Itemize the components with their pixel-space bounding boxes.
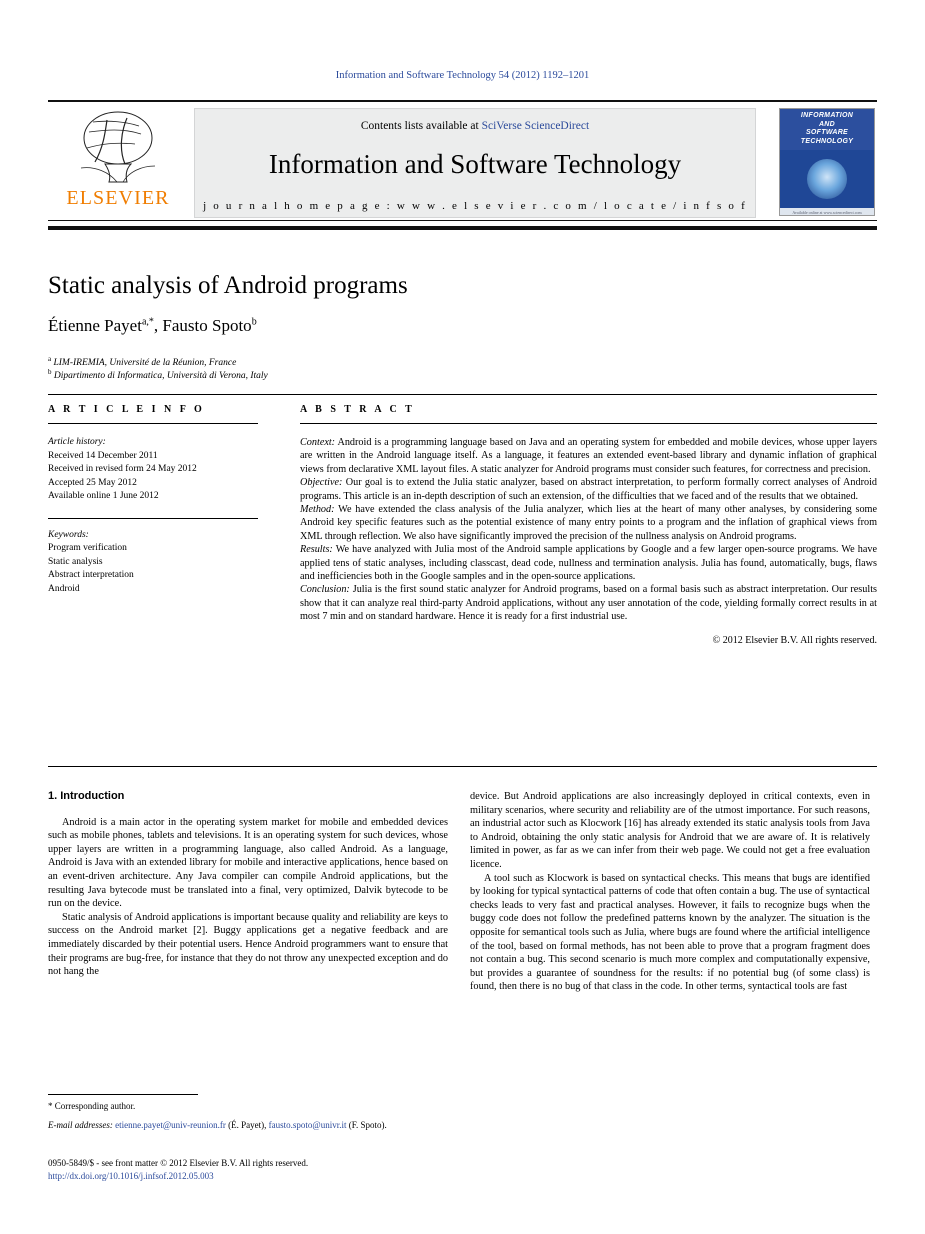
journal-reference: Information and Software Technology 54 (2012) 1192–1201 (335, 70, 590, 81)
footnote-block (48, 1100, 448, 1131)
affiliation-b-text: Dipartimento di Informatica, Università di Verona, Italy (53, 371, 268, 382)
abstract-context-text: Android is a programming language based on Java and an operating system for embedded and mobile devices, whose upper layers are written in the Android language itself. As a language, it features an extended event-based library and dynamic inflation of graphical views from declarative XML layout files. A static analyzer for Android programs must consider such features, for correctness and precision. (300, 437, 877, 475)
cover-line-1: INFORMATION (800, 112, 854, 119)
abstract-results-label: Results: (300, 544, 333, 556)
keyword-item: Android (48, 583, 80, 594)
article-info-heading: A R T I C L E I N F O (48, 404, 205, 415)
article-history-item: Received 14 December 2011 (48, 450, 158, 461)
keyword-item: Abstract interpretation (48, 570, 134, 580)
corresponding-author-text: Corresponding author. (54, 1101, 136, 1111)
contents-prefix: Contents lists available at (360, 120, 479, 132)
body-column-left (48, 790, 448, 979)
article-history-block (48, 436, 258, 504)
body-column-right (470, 790, 870, 994)
masthead-center-panel (194, 108, 756, 218)
article-info-column (48, 404, 258, 596)
author-list (48, 316, 877, 336)
email-owner-1: (É. Payet), (228, 1119, 267, 1130)
abstract-objective (300, 476, 877, 503)
author-1-name: Étienne Payet (48, 316, 142, 335)
info-section-bottom-rule (48, 766, 877, 767)
abstract-conclusion (300, 583, 877, 623)
abstract-method-text: We have extended the class analysis of the Julia analyzer, which lies at the heart of many other analyses, by considering some Android key specific features such as the potential existence of many entry points to a program and the inflation of graphical views from XML through reflection. We also have significantly improved the precision of the nullness analysis on Android programs. (300, 504, 877, 542)
body-paragraph: device. But Android applications are also increasingly deployed in critical contexts, even in military scenarios, where security and reliability are of the utmost importance. For such reasons, an industrial actor such as Klocwork [16] has already extended its static analysis tools from Java to Android, obtaining the only static analysis for Android that we are aware of. It is relatively limited in power, as far as we can infer from their web page. We could not get a free evaluation licence. (470, 791, 870, 870)
abstract-results-text: We have analyzed with Julia most of the Android sample applications by Google and a few larger open-source programs. We have applied tens of static analyses, including classcast, dead code, nullness and termination analysis. Julia has found, automatically, bugs, flaws and inefficiencies both in the Google samples and in the open-source applications. (300, 544, 877, 583)
page-title: Static analysis of Android programs (48, 272, 408, 299)
keyword-item: Static analysis (48, 556, 103, 567)
article-history-item: Available online 1 June 2012 (48, 491, 159, 501)
sciencedirect-link[interactable]: SciVerse ScienceDirect (481, 120, 590, 132)
body-paragraph: A tool such as Klocwork is based on syntactical checks. This means that bugs are identified by looking for typical syntactical patterns of code that often contain a bug. The use of syntactical checks leads to very fast and practical analyses. However, it fails to recognize bugs when the buggy code does not follow the predefined patterns known by the analyzer. The situation is the opposite for semantical tools such as Julia, where bugs are found where the artificial intelligence of the tool, based on formal methods, has not been able to prove that a program fragment does not contain a bug. This second scenario is much more complex and computationally expensive, but provides a guarantee of soundness for the results: if no potential bug (of some class) is found, then there is no bug of that class in the code. In other terms, syntactical tools are fast (470, 872, 870, 993)
abstract-column (300, 404, 877, 647)
keywords-block (48, 529, 258, 597)
elsevier-wordmark: ELSEVIER (66, 187, 170, 209)
issn-copyright-line: 0950-5849/$ - see front matter © 2012 Elsevier B.V. All rights reserved. (48, 1158, 309, 1168)
abstract-context (300, 436, 877, 476)
affiliation-a (48, 355, 877, 368)
publisher-footer (48, 1157, 568, 1182)
cover-title-band (780, 109, 874, 150)
elsevier-tree-icon (75, 108, 161, 186)
abstract-heading: A B S T R A C T (300, 404, 415, 415)
author-2-name: , Fausto Spoto (153, 316, 252, 335)
elsevier-logo (50, 106, 186, 218)
email-owner-2: (F. Spoto). (348, 1119, 387, 1130)
abstract-objective-label: Objective: (300, 477, 343, 489)
affiliation-a-text: LIM-IREMIA, Université de la Réunion, France (53, 358, 237, 369)
journal-title: Information and Software Technology (268, 149, 682, 179)
abstract-copyright: © 2012 Elsevier B.V. All rights reserved. (712, 634, 877, 646)
corresponding-author-marker: * (48, 1101, 53, 1111)
email-label: E-mail addresses: (48, 1119, 113, 1130)
affiliation-a-marker: a (48, 355, 52, 363)
article-history-label: Article history: (48, 437, 106, 447)
keyword-item: Program verification (48, 543, 127, 553)
email-link-2[interactable]: fausto.spoto@univr.it (268, 1119, 347, 1130)
abstract-underline (300, 423, 877, 424)
cover-line-2: AND (818, 120, 836, 128)
article-history-item: Received in revised form 24 May 2012 (48, 464, 197, 474)
abstract-results (300, 543, 877, 583)
section-heading-introduction: 1. Introduction (48, 790, 125, 802)
article-history-item: Accepted 25 May 2012 (48, 477, 137, 488)
cover-footer-text: Available online at www.sciencedirect.com (780, 208, 874, 216)
body-paragraph: Static analysis of Android applications is important because quality and reliability are keys to success on the Android market [2]. Buggy applications get a negative feedback and are immediately discarded by their potential users. Hence Android programmers want to ensure that their programs are bug-free, for instance that they do not throw any unexpected exception and do not hang the (48, 911, 448, 978)
keywords-label: Keywords: (48, 529, 89, 540)
affiliation-b (48, 368, 877, 381)
corresponding-author-note (48, 1100, 448, 1113)
cover-circle-graphic (807, 159, 847, 199)
article-info-underline (48, 423, 258, 424)
journal-cover-thumbnail (779, 108, 875, 216)
cover-line-3: SOFTWARE (805, 129, 849, 136)
cover-line-4: TECHNOLOGY (800, 137, 854, 145)
journal-homepage[interactable]: j o u r n a l h o m e p a g e : w w w . e l s e v i e r . c o m / l o c a t e / i n f s o f (203, 200, 747, 212)
info-section-top-rule (48, 394, 877, 395)
footnote-divider (48, 1094, 198, 1095)
email-addresses-note (48, 1119, 448, 1132)
email-link-1[interactable]: etienne.payet@univ-reunion.fr (115, 1119, 226, 1130)
keywords-divider (48, 518, 258, 519)
contents-available-line (195, 120, 755, 132)
author-1-affiliation-marker: a,* (141, 316, 154, 328)
cover-artwork (780, 150, 874, 208)
affiliation-b-marker: b (48, 368, 52, 376)
abstract-method-label: Method: (300, 504, 335, 516)
masthead-frame (48, 100, 877, 221)
masthead-bottom-rule (48, 226, 877, 230)
abstract-context-label: Context: (300, 437, 336, 448)
author-2-affiliation-marker: b (251, 316, 257, 328)
journal-masthead (48, 100, 877, 220)
abstract-objective-text: Our goal is to extend the Julia static analyzer, based on abstract interpretation, to perform formally correct analyses of Android programs. This article is an in-depth description of such an extension, of the difficulties that we faced and of the results that we obtained. (300, 477, 877, 502)
abstract-conclusion-text: Julia is the first sound static analyzer for Android programs, based on a formal basis such as abstract interpretation. Our results show that it can analyze real third-party Android applications, without any user annotation of the code, yielding formally correct results in at most 7 min and on standard hardware. Hence it is ready for a first industrial use. (300, 584, 877, 623)
abstract-conclusion-label: Conclusion: (300, 584, 350, 596)
abstract-method (300, 503, 877, 543)
doi-link[interactable]: http://dx.doi.org/10.1016/j.infsof.2012.05.003 (48, 1170, 214, 1181)
abstract-body (300, 436, 877, 647)
body-paragraph: Android is a main actor in the operating system market for mobile and embedded devices such as mobile phones, tablets and televisions. It is an operating system for such devices, whose upper layers are written in a programming language, also called Android. As a language, Android is Java with an extended library for mobile and interactive applications, hence based on an event-driven architecture. Any Java compiler can compile Android applications, but the resulting Java bytecode must be translated into a final, very optimized, Dalvik bytecode to be run on the device. (48, 816, 448, 910)
